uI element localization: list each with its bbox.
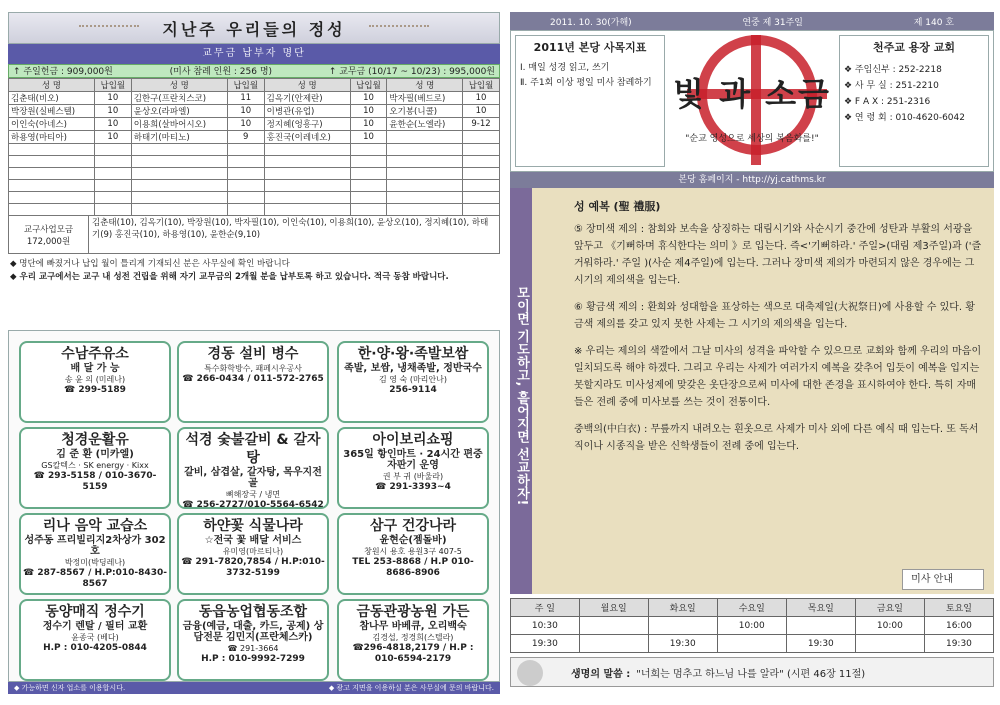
table-row (511, 635, 994, 653)
table-cell (387, 144, 463, 156)
table-cell (387, 192, 463, 204)
ads-grid (8, 330, 500, 682)
ad-mid: 참나무 바베큐, 오리백숙 (359, 621, 467, 632)
mass-time-cell (717, 635, 786, 653)
table-cell: 10 (227, 118, 264, 131)
issue-bar (510, 12, 994, 30)
mass-day-header: 금요일 (855, 599, 924, 617)
table-row (9, 118, 500, 131)
ad-big: 하얀꽃 식물나라 (203, 518, 303, 534)
dues-col-header: 성 명 (131, 79, 227, 92)
ad-line1: 윤종국 (베다) (71, 633, 119, 642)
mass-day-header: 수요일 (717, 599, 786, 617)
table-cell (94, 168, 131, 180)
mass-time-cell: 19:30 (924, 635, 993, 653)
ad-mid: 김 준 환 (미카엘) (56, 449, 134, 460)
word-of-life (510, 657, 994, 687)
fund-label: 교구사업모금 (23, 224, 74, 235)
table-cell (264, 156, 350, 168)
slogan: "순교 영성으로 세상의 복음화를!" (685, 134, 819, 144)
table-cell (227, 204, 264, 216)
table-cell (350, 180, 387, 192)
word-label: 생명의 말씀 : (571, 668, 631, 680)
table-cell: 김옥기(안제란) (264, 92, 350, 105)
table-cell (94, 204, 131, 216)
table-cell (94, 192, 131, 204)
ad-phone: H.P : 010-9992-7299 (201, 654, 305, 664)
ad-box (337, 427, 489, 509)
notes (8, 254, 500, 288)
article-title: 성 예복 (聖 禮服) (574, 200, 661, 213)
ornament-left-icon (79, 25, 139, 33)
ad-line1: GS칼텍스 · SK energy · Kixx (41, 461, 149, 470)
table-cell (131, 204, 227, 216)
ornament-right-icon (369, 25, 429, 33)
ad-box (19, 599, 171, 681)
table-cell (350, 204, 387, 216)
table-cell: 하태기(마티노) (131, 131, 227, 144)
subtitle: 교무금 납부자 명단 (8, 44, 500, 64)
ad-phone: ☎ 266-0434 / 011-572-2765 (182, 374, 324, 384)
table-cell (227, 144, 264, 156)
table-cell (463, 144, 500, 156)
table-cell (9, 204, 95, 216)
table-cell: 9 (227, 131, 264, 144)
table-row (9, 204, 500, 216)
table-cell (463, 156, 500, 168)
attendance: (미사 참례 인원 : 256 명) (169, 67, 273, 77)
mass-schedule-label: 미사 안내 (902, 569, 984, 590)
table-cell (94, 156, 131, 168)
ad-big: 경동 설비 병수 (207, 346, 299, 362)
ad-line1: 권 부 귀 (바울라) (382, 472, 444, 481)
totals-bar (8, 64, 500, 78)
ad-line1: 박정미(박딩레나) (64, 558, 126, 567)
table-cell: 김한구(프란치스코) (131, 92, 227, 105)
table-cell: 이용희(살바어시오) (131, 118, 227, 131)
ad-phone: 256-9114 (389, 385, 437, 395)
mass-time-cell (855, 635, 924, 653)
homepage-link[interactable]: 본당 홈페이지 - http://yj.cathms.kr (510, 172, 994, 188)
table-cell (264, 204, 350, 216)
table-row (9, 156, 500, 168)
right-page (510, 12, 994, 692)
table-cell (227, 168, 264, 180)
page-title: 지난주 우리들의 정성 (162, 19, 346, 39)
masthead (510, 30, 994, 172)
issue-number: 제 140 호 (913, 17, 954, 28)
mass-time-cell (579, 617, 648, 635)
ad-line1: 창원시 용호 용원3구 407-5 (364, 547, 462, 556)
ad-big: 동읍농업협동조합 (198, 604, 308, 620)
contact-priest: ❖ 주임신부 : 252-2218 (844, 65, 942, 75)
table-cell (9, 156, 95, 168)
goal-2: Ⅱ. 주1회 이상 평일 미사 참례하기 (520, 78, 652, 88)
ad-phone: ☎296-4818,2179 / H.P : 010-6594-2179 (352, 643, 474, 664)
table-cell (264, 192, 350, 204)
ad-phone: H.P : 010-4205-0844 (43, 643, 147, 653)
fund-amount: 172,000원 (26, 236, 71, 247)
contact-funeral: ❖ 연 령 회 : 010-4620-6042 (844, 113, 965, 123)
ad-footnotes (8, 682, 500, 694)
dues-col-header: 성 명 (387, 79, 463, 92)
table-cell: 윤상오(라파엘) (131, 105, 227, 118)
mass-time-cell (786, 617, 855, 635)
mass-day-header: 토요일 (924, 599, 993, 617)
note-2: ◆ 우리 교구에서는 교구 내 성전 건립을 위해 자기 교무금의 2개월 분을 납부토록 하고 있습니다. 적극 동참 바랍니다. (10, 272, 449, 282)
table-cell (94, 180, 131, 192)
table-row (9, 144, 500, 156)
issue-date: 2011. 10. 30(가해) (550, 17, 632, 28)
ad-box (177, 599, 329, 681)
dues-col-header: 납입월 (350, 79, 387, 92)
mass-time-cell: 19:30 (648, 635, 717, 653)
table-cell: 홍진국(이레네오) (264, 131, 350, 144)
foot-left: ◆ 가능하면 신자 업소를 이용합시다. (14, 684, 126, 692)
table-cell: 박자필(베드로) (387, 92, 463, 105)
table-cell (131, 180, 227, 192)
table-cell: 10 (350, 105, 387, 118)
table-cell (264, 168, 350, 180)
table-cell: 오기봉(니콜) (387, 105, 463, 118)
goals-box (515, 35, 665, 167)
ad-big: 한·양·왕·족발보쌈 (357, 346, 469, 362)
ad-phone: ☎ 293-5158 / 010-3670-5159 (33, 471, 157, 492)
left-page (8, 12, 500, 692)
table-cell (387, 131, 463, 144)
table-cell (131, 192, 227, 204)
table-cell: 정지혜(엉흥구) (264, 118, 350, 131)
table-cell (463, 180, 500, 192)
saint-portrait-icon (517, 660, 543, 686)
mass-time-cell (579, 635, 648, 653)
fund-names: 김춘태(10), 김옥기(10), 박장원(10), 박자필(10), 이인숙(10), 이용희(10), 윤상오(10), 정지혜(10), 하태기(9) 홍진국(10), 하용영(10), 윤한순(9,10) (92, 218, 489, 240)
table-cell (387, 168, 463, 180)
ad-box (19, 341, 171, 423)
goal-1: Ⅰ. 매일 성경 읽고, 쓰기 (520, 63, 610, 73)
ad-phone: ☎ 291-3393~4 (375, 482, 451, 492)
table-cell (131, 156, 227, 168)
table-cell (94, 144, 131, 156)
word-text: "너희는 멈추고 하느님 나를 알라" (시편 46장 11절) (636, 668, 866, 680)
mass-time-cell: 10:30 (511, 617, 580, 635)
ad-phone: ☎ 291-7820,7854 / H.P:010-3732-5199 (181, 557, 325, 578)
mass-time-cell (648, 617, 717, 635)
dues-col-header: 성 명 (9, 79, 95, 92)
note-1: ◆ 명단에 빠졌거나 납입 월이 틀리게 기재되신 분은 사무실에 확인 바랍니다 (10, 259, 290, 269)
ad-mid: 갈비, 삼겹살, 갈자탕, 목우지전골 (184, 467, 322, 489)
ad-line1: 송 윤 의 (미레나) (64, 375, 126, 384)
dues-table (8, 78, 500, 216)
table-cell: 김춘태(비오) (9, 92, 95, 105)
ad-box (337, 341, 489, 423)
table-cell: 9-12 (463, 118, 500, 131)
table-cell: 10 (94, 118, 131, 131)
table-row (9, 180, 500, 192)
table-cell: 10 (350, 131, 387, 144)
ad-line1: 특수화학방수, 패페시우공사 (204, 364, 302, 373)
mass-day-header: 목요일 (786, 599, 855, 617)
table-cell: 10 (463, 105, 500, 118)
vertical-motto: 모이면 기도하고, 흩어지면 선교하자! (510, 188, 532, 594)
ad-box (19, 427, 171, 509)
mass-time-cell: 19:30 (786, 635, 855, 653)
table-cell: 10 (94, 105, 131, 118)
dues-col-header: 납입월 (94, 79, 131, 92)
table-row (9, 168, 500, 180)
ad-box (337, 599, 489, 681)
paragraph-gold: ⑥ 황금색 제의 : 환희와 성대함을 표상하는 색으로 대축제일(大祝祭日)에 사용할 수 있다. 황금색 제의를 갖고 있지 못한 사제는 그 시기의 제의색을 입는다. (574, 302, 975, 330)
paragraph-surplice: 중백의(中白衣) : 무릎까지 내려오는 흰옷으로 사제가 미사 외에 다른 예식 때 입는다. 또 독서직이나 시종직을 받은 신학생들이 전례 중에 입는다. (574, 424, 979, 452)
ad-phone: ☎ 287-8567 / H.P:010-8430-8567 (23, 568, 167, 589)
table-cell: 10 (227, 105, 264, 118)
foot-right: ◆ 광고 지면을 이용하실 분은 사무실에 문의 바랍니다. (328, 684, 494, 692)
table-cell: 이병관(유업) (264, 105, 350, 118)
table-cell: 10 (94, 131, 131, 144)
table-cell: 윤한순(노엘라) (387, 118, 463, 131)
contact-fax: ❖ F A X : 251-2316 (844, 97, 931, 107)
ad-mid: 365일 항인마트 · 24시간 편중 자판기 운영 (343, 449, 483, 471)
ad-big: 아이보리쇼핑 (372, 432, 454, 448)
table-cell (387, 180, 463, 192)
mass-schedule-table (510, 598, 994, 653)
table-cell: 박장원(실베스텔) (9, 105, 95, 118)
table-cell (350, 192, 387, 204)
table-cell: 10 (463, 92, 500, 105)
fund-box (8, 216, 500, 254)
ad-mid: 성주동 프리빌리지2차상가 302호 (24, 535, 166, 557)
mass-time-cell: 10:00 (717, 617, 786, 635)
table-row (511, 617, 994, 635)
ad-mid: 금융(예금, 대출, 카드, 공제) 상담전문 김민지(프란체스카) (182, 621, 324, 643)
dues-col-header: 성 명 (264, 79, 350, 92)
table-row (9, 92, 500, 105)
ad-big: 금동관광농원 가든 (356, 604, 470, 620)
paragraph-note: ※ 우리는 제의의 색깔에서 그날 미사의 성격을 파악할 수 있으므로 교회와 함께 우리의 마음이 일치되도록 해야 하겠다. 그리고 우리는 사제가 여러가지 예복을 갖추어 입듯이 예복을 입지는 못할지라도 미사성제에 맞갖은 옷단장으로써 미사에 대한 존경을 표시하여야 한다. 특히 자매들은 전례 중에 미사보를 쓰는 것이 전통이다. (574, 346, 982, 408)
ad-line1: 유미영(마르티나) (222, 547, 284, 556)
article-area (510, 188, 994, 594)
table-cell (227, 180, 264, 192)
ad-big: 석경 숯불갈비 & 갈자탕 (185, 432, 321, 466)
weekly-offering: ↑ 주일헌금 : 909,000원 (13, 67, 113, 77)
dues-total: ↑ 교무금 (10/17 ~ 10/23) : 995,000원 (328, 67, 495, 77)
table-cell (227, 192, 264, 204)
ad-box (177, 341, 329, 423)
table-cell (463, 192, 500, 204)
goals-title: 2011년 본당 사목지표 (533, 41, 647, 54)
mass-day-header: 화요일 (648, 599, 717, 617)
ad-line1: 김 영 숙 (마리안나) (379, 375, 447, 384)
table-cell (9, 144, 95, 156)
table-cell: 10 (350, 92, 387, 105)
newsletter-title: 빛 과 소금 (673, 75, 831, 113)
contact-office: ❖ 사 무 실 : 251-2210 (844, 81, 939, 91)
mass-time-cell: 10:00 (855, 617, 924, 635)
ad-phone: TEL 253-8868 / H.P 010-8686-8906 (352, 557, 474, 578)
ad-line1: 뼈해장국 / 냉면 (225, 490, 281, 499)
table-cell: 10 (350, 118, 387, 131)
mass-day-header: 월요일 (579, 599, 648, 617)
article (532, 188, 994, 594)
ad-mid: 족발, 보쌈, 냉채족발, 정반국수 (344, 363, 482, 374)
ad-mid: ☆전국 꽃 배달 서비스 (204, 535, 302, 546)
table-row (9, 131, 500, 144)
ad-phone: ☎ 299-5189 (64, 385, 126, 395)
dues-col-header: 납입월 (463, 79, 500, 92)
table-cell: 10 (94, 92, 131, 105)
table-cell (264, 180, 350, 192)
table-cell (350, 168, 387, 180)
table-cell (227, 156, 264, 168)
ad-mid: 윤현순(젬돌바) (379, 535, 447, 546)
ad-big: 수남주유소 (61, 346, 129, 362)
ad-big: 청경운활유 (61, 432, 129, 448)
dues-col-header: 납입월 (227, 79, 264, 92)
liturgical-week: 연중 제 31주일 (742, 17, 804, 28)
table-cell (131, 168, 227, 180)
table-cell (9, 168, 95, 180)
ad-mid: 정수기 렌탈 / 필터 교환 (42, 621, 148, 632)
table-cell (9, 180, 95, 192)
ad-box (177, 427, 329, 509)
mass-time-cell: 16:00 (924, 617, 993, 635)
table-cell (463, 131, 500, 144)
church-box (839, 35, 989, 167)
logo-area (669, 31, 835, 171)
table-cell (9, 192, 95, 204)
table-cell (463, 168, 500, 180)
page-title-bar (8, 12, 500, 44)
ad-box (177, 513, 329, 595)
church-name: 천주교 용장 교회 (872, 41, 956, 54)
ad-big: 동양매직 정수기 (45, 604, 145, 620)
ad-line1: 김경섭, 정경희(스텔라) (372, 633, 454, 642)
ad-phone: ☎ 256-2727/010-5564-6542 (182, 500, 324, 509)
table-cell (350, 144, 387, 156)
table-cell: 이인숙(아네스) (9, 118, 95, 131)
mass-time-cell: 19:30 (511, 635, 580, 653)
ad-line1: ☎ 291-3664 (227, 644, 279, 653)
table-cell: 하용영(마티아) (9, 131, 95, 144)
ad-box (337, 513, 489, 595)
table-row (9, 192, 500, 204)
table-cell (387, 156, 463, 168)
ad-big: 리나 음악 교습소 (42, 518, 148, 534)
table-cell (463, 204, 500, 216)
ad-big: 삼구 건강나라 (369, 518, 457, 534)
mass-day-header: 주 일 (511, 599, 580, 617)
table-cell (387, 204, 463, 216)
table-row (9, 105, 500, 118)
ad-mid: 배 달 가 능 (70, 363, 120, 374)
table-cell (350, 156, 387, 168)
table-cell: 11 (227, 92, 264, 105)
table-cell (264, 144, 350, 156)
paragraph-rose: ⑤ 장미색 제의 : 참회와 보속을 상징하는 대림시기와 사순시기 중간에 성탄과 부활의 서광을 앞두고 《기뻐하며 휴식한다는 의미 》로 입는다. 즉<'기뻐하라.' 주일>(대림 제3주일)과 ('즐거워하라.' 주일 )(사순 제4주일)에 입는다. 그러나 장미색 제의가 마련되지 않은 경우에는 그 시기의 제의색을 입는다. (574, 224, 982, 286)
ad-box (19, 513, 171, 595)
table-cell (131, 144, 227, 156)
